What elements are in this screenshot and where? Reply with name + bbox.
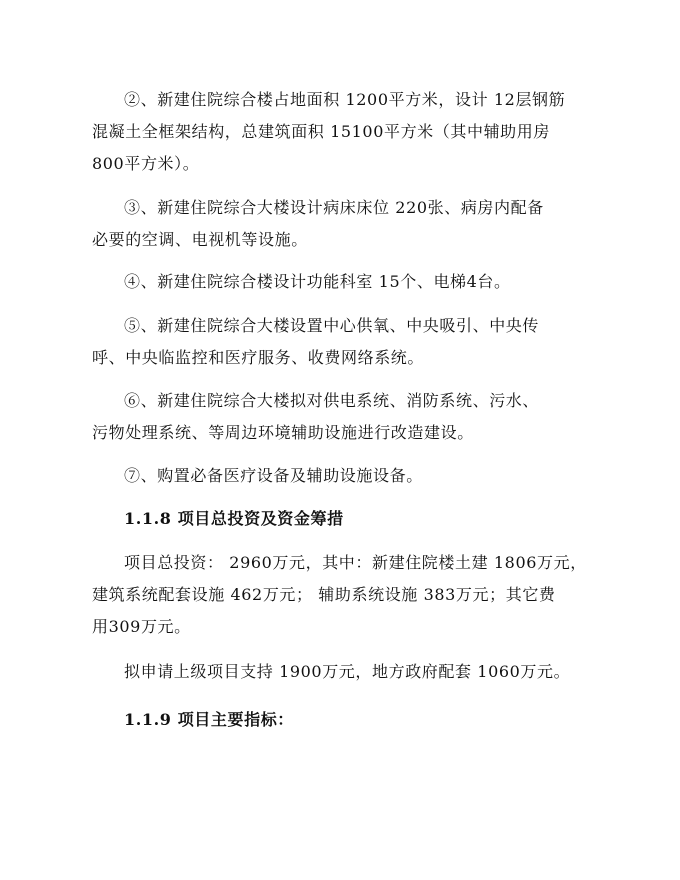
text-line: 800平方米）。	[92, 154, 200, 173]
text-line: 污物处理系统、等周边环境辅助设施进行改造建设。	[92, 423, 474, 442]
text-line: ⑥、新建住院综合大楼拟对供电系统、消防系统、污水、	[124, 391, 540, 410]
text-line: ②、新建住院综合楼占地面积 1200平方米，设计 12层钢筋	[124, 90, 566, 109]
text-line: ⑤、新建住院综合大楼设置中心供氧、中央吸引、中央传	[124, 316, 540, 335]
funding-paragraph	[92, 656, 612, 688]
text-line: 建筑系统配套设施 462万元； 辅助系统设施 383万元；其它费	[92, 585, 556, 604]
section-heading-1-1-9: 1.1.9 项目主要指标：	[124, 710, 294, 729]
item-2-paragraph	[92, 84, 612, 180]
text-line: ③、新建住院综合大楼设计病床床位 220张、病房内配备	[124, 198, 544, 217]
text-line: 呼、中央临监控和医疗服务、收费网络系统。	[92, 348, 425, 367]
text-line: 拟申请上级项目支持 1900万元，地方政府配套 1060万元。	[124, 662, 571, 681]
text-line: 必要的空调、电视机等设施。	[92, 230, 308, 249]
item-6-paragraph	[92, 385, 612, 449]
item-7-paragraph	[92, 460, 612, 492]
item-4-paragraph	[92, 266, 612, 298]
text-line: 混凝土全框架结构，总建筑面积 15100平方米（其中辅助用房	[92, 122, 550, 141]
section-heading-1-1-8: 1.1.8 项目总投资及资金筹措	[124, 509, 344, 528]
text-line: ⑦、购置必备医疗设备及辅助设施设备。	[124, 466, 423, 485]
text-line: 用309万元。	[92, 617, 191, 636]
item-3-paragraph	[92, 192, 612, 256]
investment-paragraph	[92, 547, 612, 643]
item-5-paragraph	[92, 310, 612, 374]
text-line: 项目总投资： 2960万元，其中：新建住院楼土建 1806万元，	[124, 553, 587, 572]
text-line: ④、新建住院综合楼设计功能科室 15个、电梯4台。	[124, 272, 511, 291]
